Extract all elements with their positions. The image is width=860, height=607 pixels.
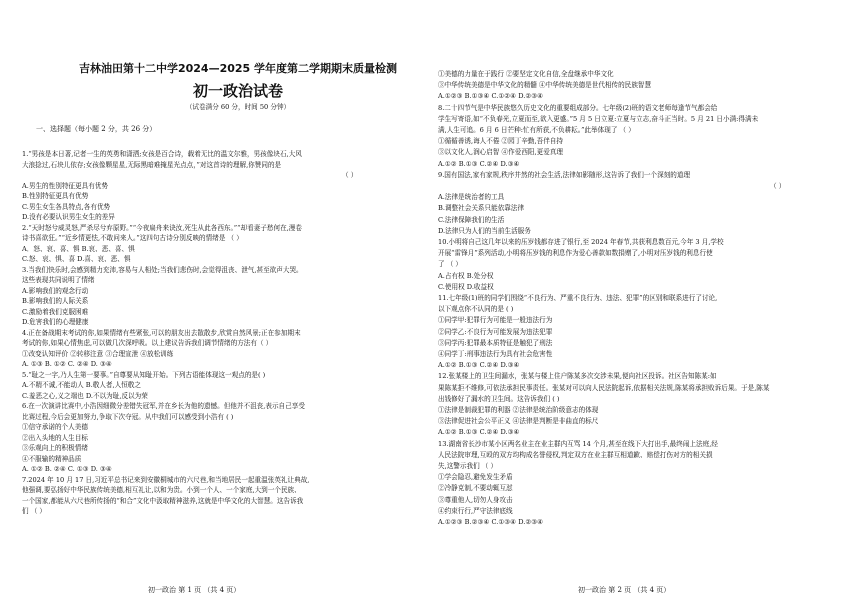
question-line: 10.小明将自己这几年以来的压岁钱都存进了银行,至 2024 年春节,共获利息数百元,今年 3 月,学校 (438, 238, 724, 246)
question-line: 12.张某楼上的卫生间漏水，张某与楼上住户陈某多次交涉未果,便向社区投诉。社区告知陈某:如 (438, 372, 717, 381)
question-line: A.不精不诚,不能动人 B.敬人者,人恒敬之 (22, 381, 141, 389)
question-line: A.男生的性别特征更具有优势 (22, 181, 108, 190)
question-line: 开展“雷锋月”系列活动,小明将压岁钱的利息作为爱心善款如数捐赠了,小明对压岁钱的利息行使 (438, 249, 713, 258)
question-line: 诗书喜欲狂。”“近乡情更怯,不敢问来人。”这四句古诗分别反映的情绪是 （ ） (22, 234, 243, 242)
question-line: 一个国家,都能从六尺巷所传扬的“和合”文化中汲取精神滋养,这就是中华文化的大智慧。这告诉我 (22, 496, 304, 505)
question-line: （ ） (342, 171, 358, 179)
question-line: D.没有必要认识男生女生的差异 (22, 213, 115, 221)
question-line: A．怒、哀、喜、惧 B.哀、恶、喜、惧 (22, 244, 135, 253)
question-line: 这些表现共同说明了情绪 (22, 276, 95, 284)
question-line: B.影响我们的人际关系 (22, 297, 89, 305)
question-line: ①学会隐忍,避免发生矛盾 (438, 473, 513, 482)
question-line: 学生写寄语,如“不负春光,立夏而至,欲入更盛。”5 月 5 日立夏:立夏与立志,奋斗正当时。5 月 21 日小满:得满未 (438, 114, 759, 123)
question-line: A.①② B.①③ C.②④ D.③④ (438, 159, 520, 168)
footer-right: 初一政治 第 2 页 （共 4 页） (578, 586, 671, 594)
question-line: A. ①③ B. ①② C. ②④ D. ③④ (22, 360, 112, 368)
question-line: C.法律保障我们的生活 (438, 215, 505, 224)
question-line: A.①② B.①③ C.②④ D.③④ (438, 428, 520, 437)
question-line: B.调整社会关系只能依靠法律 (438, 204, 525, 213)
question-line: 8.二十四节气是中华民族悠久历史文化的重要组成部分。七年级(2)班的语文老师每逢节气都会给 (438, 103, 718, 112)
question-line: （ ） (770, 182, 786, 190)
question-line: ①改变认知评价 ②转移注意 ③合理宣泄 ④放松训练 (22, 349, 174, 358)
question-line: C.羞恶之心,义之端也 D.不以为耻,反以为荣 (22, 391, 148, 400)
question-line: 以下观点你不认同的是 ( ) (438, 305, 514, 314)
question-line: ④同学丁:刑事违法行为具有社会危害性 (438, 350, 553, 358)
question-line: ①同学甲:犯罪行为可能是一般违法行为 (438, 316, 553, 325)
question-line: 他强调,要弘扬好中华民族传统美德,相互礼让,以和为贵。小到一个人、一个家庭,大到一个民族、 (22, 486, 301, 494)
section-heading: 一、选择题（每小题 2 分，共 26 分） (36, 125, 157, 133)
question-line: ①循循善诱,诲人不倦 ②园丁辛勤,吾伴自持 (438, 137, 563, 146)
question-line: 13.湖南省长沙市某小区两名业主在业主群内互骂 14 个月,甚至在线下大打出手,最终闹上法庭,经 (438, 439, 718, 448)
question-line: ③乐观向上的积极情绪 (22, 444, 88, 452)
question-line: 9.国有国法,家有家规,秩序井然的社会生活,法律如影随形,这告诉了我们一个深刻的道理 (438, 170, 691, 179)
question-line: A.占有权 B.处分权 (438, 271, 494, 280)
question-line: 7.2024 年 10 月 17 日,习近平总书记来到安徽桐城市的六尺巷,和当地居民一起重温张英礼让典故, (22, 475, 310, 484)
question-line: 满,人生可追。6 月 6 日芒种:忙有所获,不负耕耘。”此举体现了 （ ） (438, 126, 635, 134)
question-line: 人民法院审理,互殴的双方均构成名誉侵权,判定双方在业主群互相道歉、赔偿打伤对方的相关损 (438, 450, 713, 459)
question-line: 出钱修好了漏水的卫生间。这告诉我们 ( ) (438, 394, 560, 403)
question-line: B.性别特征更具有优势 (22, 192, 89, 200)
question-line: 11.七年级(1)班的同学们围绕“不良行为、严重不良行为、违法、犯罪”的区别和联系进行了讨论, (438, 294, 718, 302)
school-title: 吉林油田第十二中学2024—2025 学年度第二学期期末质量检测 (78, 62, 398, 75)
paper-title: 初一政治试卷 (192, 82, 283, 100)
question-line: ②冷静克制,不要动辄互怼 (438, 484, 513, 493)
question-line: ③以文化人,润心启智 ④作爱西阳,更爱真理 (438, 148, 563, 157)
question-line: 失,这警示我们 （ ） (438, 462, 498, 470)
question-line: 4.正在备战期末考试的你,如果情绪有些紧张,可以的朋友出去散散步,欣赏自然风景;正在参加期末 (22, 328, 301, 337)
question-line: C.男生女生各具特点,各有优势 (22, 202, 111, 211)
question-line: A.①②③ B.①③④ C.①②④ D.②③④ (438, 92, 544, 101)
question-line: 比赛过程,今后会更加努力,争取下次夺冠。从中我们可以感受到小浩有 ( ) (22, 412, 234, 421)
question-line: 6.在一次演讲比赛中,小浩因细微分差错失冠军,并在乡长为他的遗憾。但他并不沮丧,表示自己享受 (22, 402, 305, 410)
question-line: ④约束行行,严守法律底线 (438, 506, 513, 515)
question-line: ①法律是制裁犯罪的利器 ②法律是统治阶级意志的体现 (438, 406, 599, 414)
question-line: 5.“耻之一字,乃人生第一要事。”自尊要从知耻开始。下列古语能体现这一观点的是( ) (22, 370, 266, 379)
question-line: 大浪捻过,石块儿依存;女孩像颗星星,无际黑暗难掩星光点点，”对这首诗的理解,你赞同的是 (22, 160, 282, 169)
question-line: D.法律只为人们的当前生活服务 (438, 226, 531, 235)
question-line: ③同学丙:犯罪最本质特征是触犯了刑法 (438, 338, 553, 347)
question-line: ④不服输的精神品质 (22, 454, 82, 463)
question-line: A.①② B.①③ C.②④ D.③④ (438, 361, 520, 370)
question-line: 考试的你,如果心情焦虑,可以做几次深呼吸。以上建议告诉我们调节情绪的方法有（ ） (22, 339, 273, 347)
question-line: ②出入头地的人生目标 (22, 433, 88, 442)
question-line: ②同学乙:不良行为可能发展为违法犯罪 (438, 327, 553, 336)
question-line: 3.当我们快乐时,会感到精力充沛,容易与人相处;当我们悲伤时,会觉得沮丧、泄气,甚至欲声大哭。 (22, 265, 303, 274)
question-line: ③法律促进社会公平正义 ④法律是判断是非曲直的标尺 (438, 417, 599, 426)
question-line: A. ①② B. ②④ C. ①③ D. ③④ (22, 465, 112, 473)
question-line: A.①②③ B.②③④ C.①③④ D.②③④ (438, 518, 544, 526)
question-line: D.危害我们的心理健康 (22, 318, 89, 326)
question-line: ①美德的力量在于践行 ②要坚定文化自信,全盘继承中华文化 (438, 70, 614, 78)
question-line: 1.“男孩是本日著,记者一生的英勇和潇洒;女孩是百合诗，载着无比的温文尔雅，男孩像块石,大风 (22, 150, 302, 158)
question-line: 了 （ ） (438, 260, 462, 269)
question-line: A.影响我们的观念行动 (22, 286, 89, 295)
footer-left: 初一政治 第 1 页 （共 4 页） (148, 586, 241, 594)
question-line: C.怒、哀、惧、喜 D.喜、哀、恶、惧 (22, 255, 131, 263)
question-line: ③尊重他人,切勿人身攻击 (438, 495, 513, 504)
question-line: 果陈某拒不维修,可依法承担民事责任。张某对可以向人民法院起诉,依据相关法规,陈某将承担败诉后果。于是,陈某 (438, 383, 770, 392)
question-line: 2.“天时怒兮威灵怒,严杀尽兮弃原野。”“今夜扁舟来诀汝,死生从此各西东。”“却看妻子愁何在,漫卷 (22, 223, 302, 232)
question-line: C.使用权 D.收益权 (438, 282, 494, 291)
question-line: A.法律是统治者的工具 (438, 193, 505, 202)
question-line: 们 （ ） (22, 507, 46, 515)
question-line: C.激励着我们克服困难 (22, 307, 89, 316)
question-line: ③中华传统美德是中华文化的精髓 ④中华传统美德是世代相传的民族智慧 (438, 81, 652, 90)
exam-info: （试卷满分 60 分，时间 50 分钟） (185, 103, 291, 111)
question-line: ①信守承诺的个人美德 (22, 423, 88, 431)
